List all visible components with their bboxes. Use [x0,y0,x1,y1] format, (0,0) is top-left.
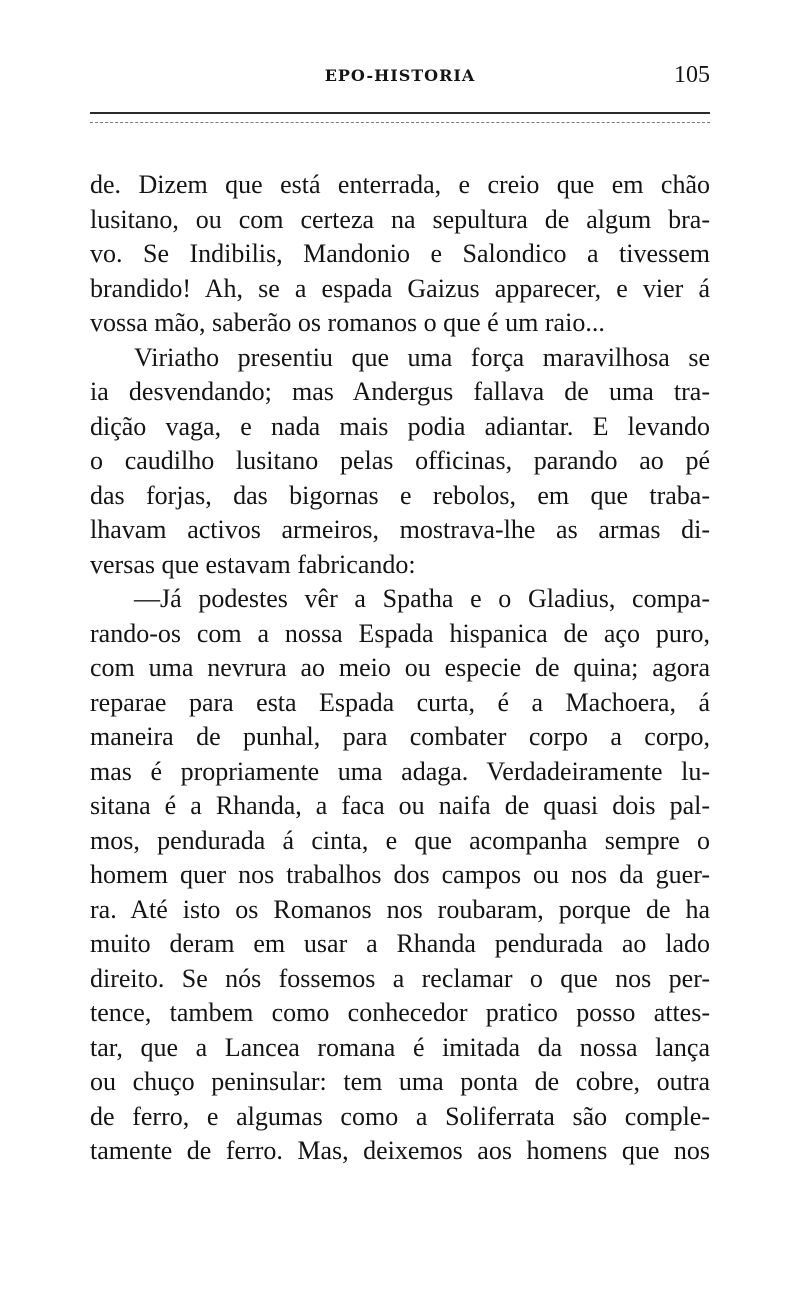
text-line: de. Dizem que está enterrada, e creio que em chão [90,170,710,199]
text-line: reparae para esta Espada curta, é a Machoera, á [90,687,710,717]
text-line: homem quer nos trabalhos dos campos ou nos da guer- [90,860,710,889]
page-number: 105 [674,62,710,88]
text-line: —Já podestes vêr a Spatha e o Gladius, compa- [134,584,710,613]
text-line: ra. Até isto os Romanos nos roubaram, porque de ha [90,894,710,924]
text-line: muito deram em usar a Rhanda pendurada ao lado [90,929,710,958]
text-line: das forjas, das bigornas e rebolos, em que traba- [90,480,710,510]
text-line: Viriatho presentiu que uma força maravilhosa se [134,342,710,372]
text-line: brandido! Ah, se a espada Gaizus apparecer, e vier á [90,273,710,303]
text-line: lusitano, ou com certeza na sepultura de algum bra- [90,204,710,234]
text-line: de ferro, e algumas como a Soliferrata são comple- [90,1101,710,1131]
text-line: tamente de ferro. Mas, deixemos aos homens que nos [90,1136,710,1165]
running-head [90,62,710,96]
text-line: com uma nevrura ao meio ou especie de quina; agora [90,653,710,682]
header-rule [90,112,710,114]
text-line: rando-os com a nossa Espada hispanica de aço puro, [90,618,710,648]
text-line: mas é propriamente uma adaga. Verdadeiramente lu- [90,756,710,786]
text-line: dição vaga, e nada mais podia adiantar. E levando [90,411,710,441]
text-line: tence, tambem como conhecedor pratico posso attes- [90,998,710,1027]
text-line: ou chuço peninsular: tem uma ponta de cobre, outra [90,1067,710,1096]
text-line: lhavam activos armeiros, mostrava-lhe as armas di- [90,515,710,544]
text-line: sitana é a Rhanda, a faca ou naifa de quasi dois pal- [90,791,710,820]
running-title: EPO-HISTORIA [324,66,476,85]
text-line: mos, pendurada á cinta, e que acompanha sempre o [90,825,710,855]
text-line: maneira de punhal, para combater corpo a corpo, [90,722,710,751]
text-line: o caudilho lusitano pelas officinas, parando ao pé [90,446,710,475]
text-line: versas que estavam fabricando: [90,549,416,579]
text-line: ia desvendando; mas Andergus fallava de uma tra- [90,377,710,406]
text-line: direito. Se nós fossemos a reclamar o que nos per- [90,963,710,993]
body-text [90,168,710,1169]
header-rule-secondary [90,122,710,123]
text-line: tar, que a Lancea romana é imitada da nossa lança [90,1032,710,1062]
text-line: vo. Se Indibilis, Mandonio e Salondico a tivessem [90,239,710,268]
text-line: vossa mão, saberão os romanos o que é um raio... [90,308,605,337]
